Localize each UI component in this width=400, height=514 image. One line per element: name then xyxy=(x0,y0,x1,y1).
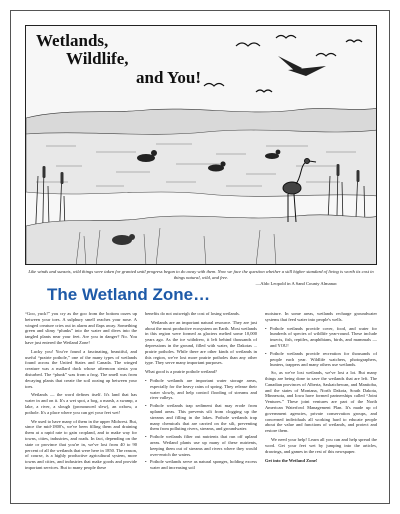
bullet-item: • Pothole wetlands serve as natural sponges, holding excess water and increasing soil xyxy=(145,459,257,471)
article-column-3 xyxy=(265,311,377,497)
paragraph: Lucky you! You've found a fascinating, beautiful, and useful “prairie pothole,” one of the many types of wetlands found across the United States and Canada. The winged creature was a mallard duck whose afternoon siesta you disturbed. The “plunk” was from a frog. The smell was from decaying plants that create the soil oozing up between your toes. xyxy=(25,348,137,389)
wetland-illustration xyxy=(25,25,377,265)
title-line-1: Wetlands, xyxy=(36,31,109,50)
quote-text: Like winds and sunsets, wild things were taken for granted until progress began to do away with them. Now we face the question whether a still higher standard of living is worth its cost in things natural, wild, and free. xyxy=(28,269,374,280)
title-line-3: and You! xyxy=(136,68,202,87)
bullet-item: • Pothole wetlands are important water storage areas, especially for the heavy rains of spring. They release their water slowly, and help control flooding of streams and river valleys. xyxy=(145,378,257,401)
paragraph: Wetlands — the word defines itself. It's land that has water in and on it. It's a wet spot, a bog, a marsh, a swamp, a lake, a river, a slough (pronounced slew), an oxbow, a pothole. It's a place where you can get your feet wet! xyxy=(25,392,137,415)
paragraph: We used to have many of them in the upper Midwest. But, since the mid-1800's, we've been filling them and draining them at a rapid rate to gain cropland, and to make way for towns, cities, industries, and roads. In fact, depending on the state or province that you're in, we've lost from 40 to 90 percent of all the wetlands that were here in 1850. The reason, of course, is a highly productive agricultural system, more towns and cities, and industries that make goods and provide important services. But to many people these xyxy=(25,418,137,470)
question-heading: What good is a prairie pothole wetland? xyxy=(145,369,217,375)
bullet-item: • Pothole wetlands filter out nutrients that run off upland areas. Wetland plants use up many of these nutrients, keeping them out of streams and rivers where they would over-enrich the waters. xyxy=(145,434,257,457)
paragraph: “Goo, yuck!” you cry as the goo from the bottom oozes up between your toes. A sulphury smell reaches your nose. A winged creature cries out in alarm and flaps away. Something green and slimy “plunks” into the water and dives into the tangled plants near your feet. Are you in danger? No. You have just entered the Wetland Zone! xyxy=(25,311,137,345)
paragraph: benefits do not outweigh the cost of losing wetlands. xyxy=(145,311,240,316)
closing-line: Get into the Wetland Zone! xyxy=(265,458,318,464)
newspaper-page xyxy=(10,10,390,504)
bullet-item: • Pothole wetlands provide recreation for thousands of people each year. Wildlife watchers, photographers, hunters, trappers and many others use wetlands. xyxy=(265,351,377,368)
title-line-2: Wildlife, xyxy=(66,49,129,68)
article-column-2 xyxy=(145,311,257,497)
article-column-1 xyxy=(25,311,137,497)
bullet-item: • Pothole wetlands provide cover, food, and water for hundreds of species of wildlife year-round. These include insects, fish, reptiles, amphibians, birds, and mammals — and YOU! xyxy=(265,326,377,349)
paragraph: Wetlands are an important natural resource. They are just about the most productive ecosystem on Earth. Most wetlands in this region were formed as glaciers melted some 10,000 years ago. As the ice withdrew, it left behind thousands of depressions in the ground, filled with water, the Dakotas ... prairie potholes. While there are other kinds of wetlands in this region, we've lost more prairie potholes than any other type. They serve many important purposes. xyxy=(145,319,257,366)
bullet-item: • Pothole wetlands trap sediment that may erode from upland areas. This prevents silt from clogging up the streams and filling in the lakes. Pothole wetlands trap many chemicals that are carried on the silt, preventing them from polluting rivers, streams, and groundwater. xyxy=(145,403,257,432)
paragraph: So, as we've lost wetlands, we've lost a lot. But many things are being done to save the wetlands that are left. The Canadian provinces of Alberta, Saskatchewan, and Manitoba, and the states of Montana, North Dakota, South Dakota, Minnesota, and Iowa have formed partnerships called “Joint Ventures.” These joint ventures are part of the North American Waterfowl Management Plan. It's made up of government agencies, private conservation groups, and concerned individuals all working hard to educate people about the value and functions of wetlands, and protect and restore them. xyxy=(265,370,377,434)
article-body xyxy=(25,311,377,497)
paragraph: moisture. In some areas, wetlands recharge groundwater systems that feed water into people's wells. xyxy=(265,311,377,322)
quote-attribution: —Aldo Leopold in A Sand County Almanac xyxy=(255,281,337,286)
section-heading: The Wetland Zone… xyxy=(47,285,211,304)
paragraph: We need your help! Learn all you can and help spread the word. Get your feet wet by jumping into the articles, drawings, and games in the rest of this newspaper. xyxy=(265,436,377,454)
